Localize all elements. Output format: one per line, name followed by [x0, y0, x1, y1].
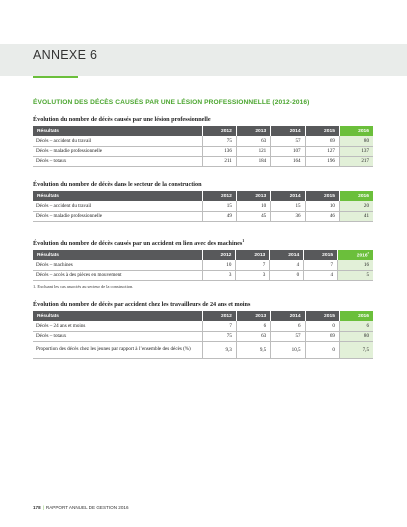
cell-value: 5	[338, 270, 373, 280]
table-row	[33, 270, 373, 280]
header-year-text: 2015	[322, 252, 334, 258]
header-year-text: 2015	[324, 193, 335, 199]
header-year-text: 2016	[356, 253, 368, 259]
table-row	[33, 156, 373, 166]
header-year-text: 2015	[324, 128, 335, 134]
table-header-row	[33, 191, 373, 201]
header-label: Résultats	[33, 311, 202, 321]
revised-marker: r	[367, 251, 369, 256]
header-year	[202, 250, 236, 260]
cell-value: 7,5	[339, 341, 373, 358]
header-year	[305, 311, 339, 321]
table-row	[33, 331, 373, 341]
main-title: ÉVOLUTION DES DÉCÈS CAUSÉS PAR UNE LÉSION PROFESSIONNELLE (2012-2016)	[33, 99, 310, 106]
cell-value: 6	[339, 321, 373, 331]
cell-value: 4	[304, 270, 338, 280]
cell-value: 3	[202, 270, 236, 280]
cell-value: 3	[236, 270, 270, 280]
table-title	[33, 116, 373, 123]
table-header-row	[33, 311, 373, 321]
header-year-text: 2012	[220, 193, 232, 199]
header-year-text: 2014	[289, 128, 301, 134]
cell-value: 57	[271, 136, 305, 146]
cell-value: 36	[271, 211, 305, 221]
header-year	[236, 250, 270, 260]
cell-value: 137	[339, 146, 373, 156]
cell-value: 63	[236, 331, 270, 341]
footer-separator: |	[42, 505, 44, 510]
cell-value: 9,5	[236, 341, 270, 358]
header-year	[202, 311, 236, 321]
row-label: Décès – accès à des pièces en mouvement	[33, 270, 202, 280]
cell-value: 0	[305, 321, 339, 331]
header-label: Résultats	[33, 191, 202, 201]
cell-value: 9,3	[202, 341, 236, 358]
table-title-text: Évolution du nombre de décès par accident chez les travailleurs de 24 ans et moins	[33, 301, 251, 308]
row-label: Décès – maladie professionnelle	[33, 146, 202, 156]
table-header-row	[33, 250, 373, 260]
table-title-text: Évolution du nombre de décès dans le secteur de la construction	[33, 181, 202, 188]
header-year	[270, 250, 304, 260]
table-footnote: 1. Excluant les cas associés au secteur de la construction.	[33, 283, 134, 289]
header-label: Résultats	[33, 126, 202, 136]
row-label: Décès – totaux	[33, 156, 202, 166]
header-year	[236, 191, 270, 201]
cell-value: 63	[236, 136, 270, 146]
data-table	[33, 191, 373, 222]
accent-rule	[33, 76, 78, 78]
data-table	[33, 311, 373, 359]
header-year	[202, 126, 236, 136]
header-year-text: 2013	[255, 128, 267, 134]
table-row	[33, 201, 373, 211]
cell-value: 57	[271, 331, 305, 341]
cell-value: 16	[338, 260, 373, 270]
cell-value: 15	[202, 201, 236, 211]
cell-value: 6	[271, 321, 305, 331]
cell-value: 41	[339, 211, 373, 221]
cell-value: 49	[202, 211, 236, 221]
cell-value: 217	[339, 156, 373, 166]
cell-value: 121	[236, 146, 270, 156]
cell-value: 69	[305, 331, 339, 341]
header-year-text: 2013	[255, 313, 267, 319]
table-title	[33, 301, 373, 308]
cell-value: 75	[202, 331, 236, 341]
cell-value: 45	[236, 211, 270, 221]
cell-value: 75	[202, 136, 236, 146]
header-year-text: 2014	[289, 193, 301, 199]
cell-value: 196	[305, 156, 339, 166]
row-label: Décès – accident du travail	[33, 136, 202, 146]
header-label: Résultats	[33, 250, 202, 260]
cell-value: 211	[202, 156, 236, 166]
header-year-text: 2016	[358, 313, 369, 319]
cell-value: 164	[271, 156, 305, 166]
cell-value: 136	[202, 146, 236, 156]
table-title-text: Évolution du nombre de décès causés par un accident en lien avec des machines	[33, 240, 243, 248]
cell-value: 0	[270, 270, 304, 280]
header-year-text: 2013	[255, 193, 267, 199]
row-label: Proportion des décès chez les jeunes par rapport à l’ensemble des décès (%)	[33, 341, 202, 358]
cell-value: 46	[305, 211, 339, 221]
header-year	[236, 126, 270, 136]
table-row	[33, 341, 373, 358]
cell-value: 7	[236, 260, 270, 270]
header-year	[271, 126, 305, 136]
cell-value: 10	[305, 201, 339, 211]
footnote-marker: 1	[242, 238, 245, 243]
header-year	[339, 311, 373, 321]
cell-value: 15	[271, 201, 305, 211]
cell-value: 0	[305, 341, 339, 358]
header-year	[236, 311, 270, 321]
data-table	[33, 126, 373, 167]
cell-value: 10	[236, 201, 270, 211]
cell-value: 80	[339, 136, 373, 146]
table-row	[33, 260, 373, 270]
page-number: 178	[33, 505, 41, 510]
table-section	[33, 301, 373, 359]
cell-value: 184	[236, 156, 270, 166]
header-year-text: 2014	[289, 313, 301, 319]
cell-value: 127	[305, 146, 339, 156]
header-year-text: 2016	[358, 128, 369, 134]
cell-value: 80	[339, 331, 373, 341]
data-table	[33, 250, 373, 281]
table-section	[33, 116, 373, 167]
cell-value: 6	[236, 321, 270, 331]
cell-value: 107	[271, 146, 305, 156]
page-footer	[33, 505, 129, 510]
table-title	[33, 181, 373, 188]
footer-text: RAPPORT ANNUEL DE GESTION 2016	[45, 505, 129, 510]
row-label: Décès – machines	[33, 260, 202, 270]
header-year-text: 2012	[220, 128, 232, 134]
header-year	[202, 191, 236, 201]
header-year	[339, 126, 373, 136]
header-year	[338, 250, 373, 260]
cell-value: 10,5	[271, 341, 305, 358]
header-year	[305, 191, 339, 201]
table-header-row	[33, 126, 373, 136]
cell-value: 20	[339, 201, 373, 211]
table-row	[33, 321, 373, 331]
table-title-text: Évolution du nombre de décès causés par une lésion professionnelle	[33, 116, 211, 123]
table-row	[33, 136, 373, 146]
annexe-title: ANNEXE 6	[33, 48, 98, 62]
row-label: Décès – accident du travail	[33, 201, 202, 211]
row-label: Décès – maladie professionnelle	[33, 211, 202, 221]
header-year	[271, 191, 305, 201]
row-label: Décès – totaux	[33, 331, 202, 341]
header-year-text: 2016	[358, 193, 369, 199]
header-year	[271, 311, 305, 321]
cell-value: 4	[270, 260, 304, 270]
table-section	[33, 181, 373, 222]
header-year-text: 2012	[220, 252, 232, 258]
cell-value: 10	[202, 260, 236, 270]
cell-value: 69	[305, 136, 339, 146]
table-section	[33, 238, 373, 289]
header-year-text: 2014	[288, 252, 300, 258]
row-label: Décès – 24 ans et moins	[33, 321, 202, 331]
header-year	[304, 250, 338, 260]
cell-value: 7	[304, 260, 338, 270]
table-title	[33, 238, 373, 247]
header-year-text: 2013	[254, 252, 266, 258]
header-year	[305, 126, 339, 136]
table-row	[33, 146, 373, 156]
header-year-text: 2015	[324, 313, 335, 319]
header-year-text: 2012	[220, 313, 232, 319]
table-row	[33, 211, 373, 221]
cell-value: 7	[202, 321, 236, 331]
header-year	[339, 191, 373, 201]
